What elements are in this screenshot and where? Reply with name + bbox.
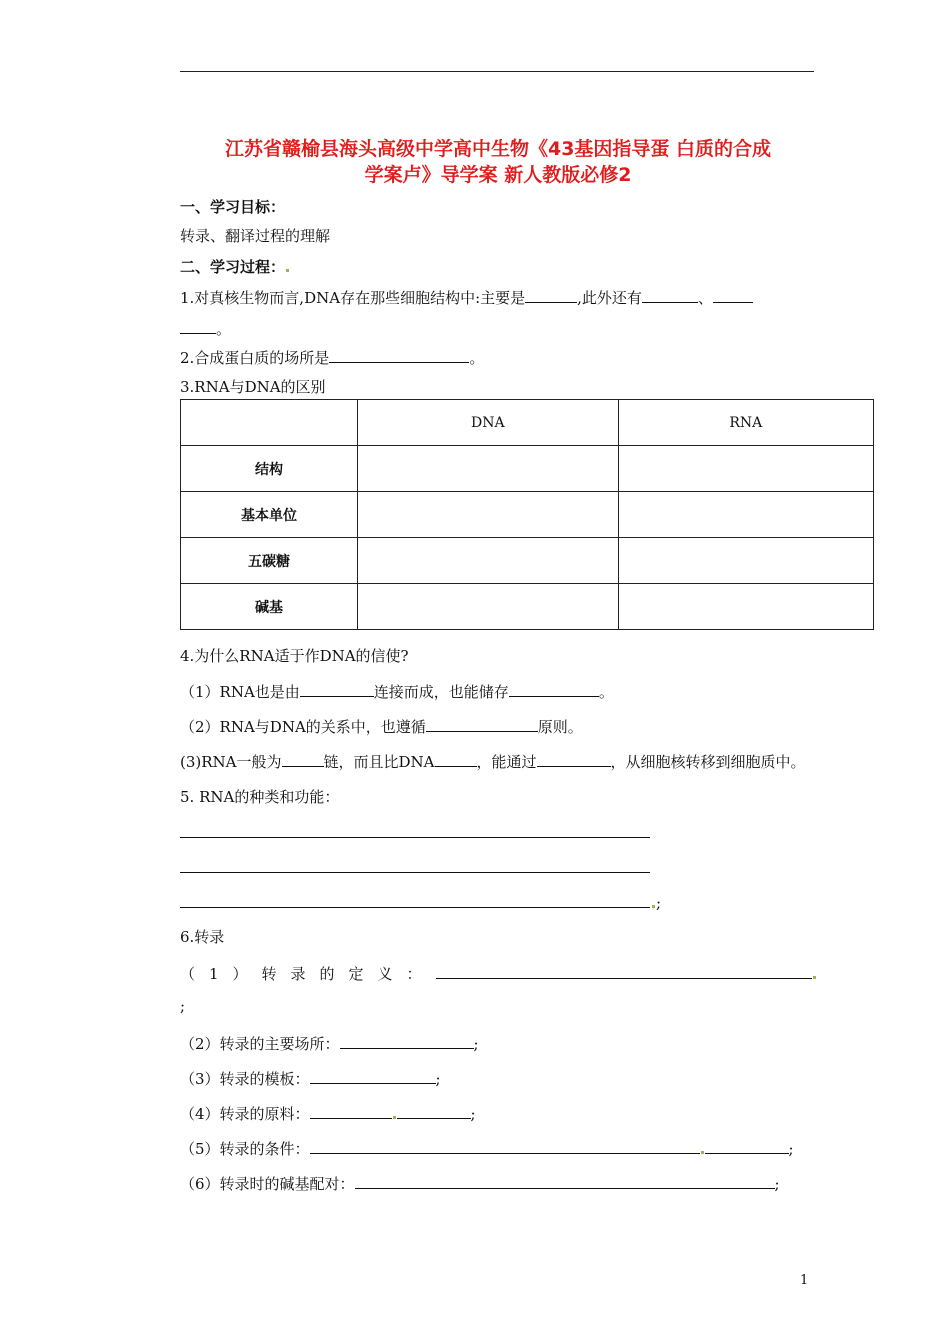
table-answer-cell[interactable] (618, 584, 873, 630)
answer-line[interactable] (180, 872, 650, 873)
page-title-line2: 学案卢》导学案 新人教版必修2 (364, 164, 632, 186)
question-2: 2.合成蛋白质的场所是 。 (180, 349, 485, 367)
answer-blank[interactable] (525, 287, 577, 303)
answer-blank[interactable] (436, 963, 812, 979)
q6-material: （4）转录的原料： ; (180, 1105, 476, 1123)
answer-blank[interactable] (300, 681, 374, 697)
answer-blank[interactable] (310, 1138, 700, 1154)
q6-condition: （5）转录的条件： ; (180, 1140, 794, 1158)
answer-blank[interactable] (537, 751, 611, 767)
answer-blank[interactable] (705, 1138, 789, 1154)
question-3: 3.RNA与DNA的区别 (180, 378, 326, 396)
answer-blank[interactable] (329, 347, 469, 363)
table-answer-cell[interactable] (618, 492, 873, 538)
answer-blank[interactable] (435, 751, 477, 767)
section1-content: 转录、翻译过程的理解 (180, 227, 331, 245)
section2-heading: 二、学习过程： (180, 257, 290, 277)
rna-dna-comparison-table (180, 399, 874, 630)
answer-blank[interactable] (310, 1068, 436, 1084)
table-answer-cell[interactable] (358, 492, 619, 538)
table-corner-cell (181, 400, 358, 446)
question-4-part3: (3)RNA一般为 链，而且比DNA ，能通过 ，从细胞核转移到细胞质中。 (180, 753, 806, 771)
answer-blank[interactable] (397, 1103, 471, 1119)
table-row-header: 结构 (181, 446, 358, 492)
table-col-header: RNA (618, 400, 873, 446)
question-4-part1: （1）RNA也是由 连接而成，也能储存 。 (180, 683, 614, 701)
section1-heading: 一、学习目标： (180, 198, 286, 216)
table-row (181, 492, 874, 538)
answer-line[interactable] (180, 837, 650, 838)
q6-definition: （1）转录的定义： (180, 963, 817, 984)
table-row-header: 基本单位 (181, 492, 358, 538)
answer-blank[interactable] (642, 287, 698, 303)
q6-site: （2）转录的主要场所： ; (180, 1035, 479, 1053)
answer-blank[interactable] (355, 1173, 775, 1189)
answer-line[interactable] (180, 907, 650, 908)
table-answer-cell[interactable] (358, 446, 619, 492)
question-6: 6.转录 (180, 928, 225, 946)
table-answer-cell[interactable] (618, 538, 873, 584)
table-answer-cell[interactable] (358, 538, 619, 584)
table-answer-cell[interactable] (618, 446, 873, 492)
table-row (181, 538, 874, 584)
table-row-header: 五碳糖 (181, 538, 358, 584)
table-header-row (181, 400, 874, 446)
answer-blank[interactable] (340, 1033, 474, 1049)
question-1-cont: 。 (180, 318, 231, 339)
header-rule (180, 71, 814, 72)
answer-blank[interactable] (310, 1103, 392, 1119)
answer-blank[interactable] (426, 716, 538, 732)
q6-pairing: （6）转录时的碱基配对： ; (180, 1175, 780, 1193)
table-row (181, 584, 874, 630)
question-4: 4.为什么RNA适于作DNA的信使? (180, 647, 409, 665)
answer-blank[interactable] (713, 287, 753, 303)
table-col-header: DNA (358, 400, 619, 446)
table-answer-cell[interactable] (358, 584, 619, 630)
page-title-line1: 江苏省赣榆县海头高级中学高中生物《43基因指导蛋 白质的合成 (224, 138, 772, 160)
question-1: 1.对真核生物而言,DNA存在那些细胞结构中:主要是 ,此外还有 、 (180, 287, 753, 308)
question-5: 5. RNA的种类和功能： (180, 788, 340, 806)
answer-blank[interactable] (282, 751, 324, 767)
question-4-part2: （2）RNA与DNA的关系中，也遵循 原则。 (180, 718, 583, 736)
answer-blank[interactable] (509, 681, 599, 697)
question-5-end: ; (651, 893, 661, 913)
q6-definition-end: ; (180, 997, 186, 1015)
table-row (181, 446, 874, 492)
q6-template: （3）转录的模板： ; (180, 1070, 441, 1088)
answer-blank[interactable] (180, 318, 216, 334)
page-number: 1 (800, 1273, 809, 1288)
table-row-header: 碱基 (181, 584, 358, 630)
